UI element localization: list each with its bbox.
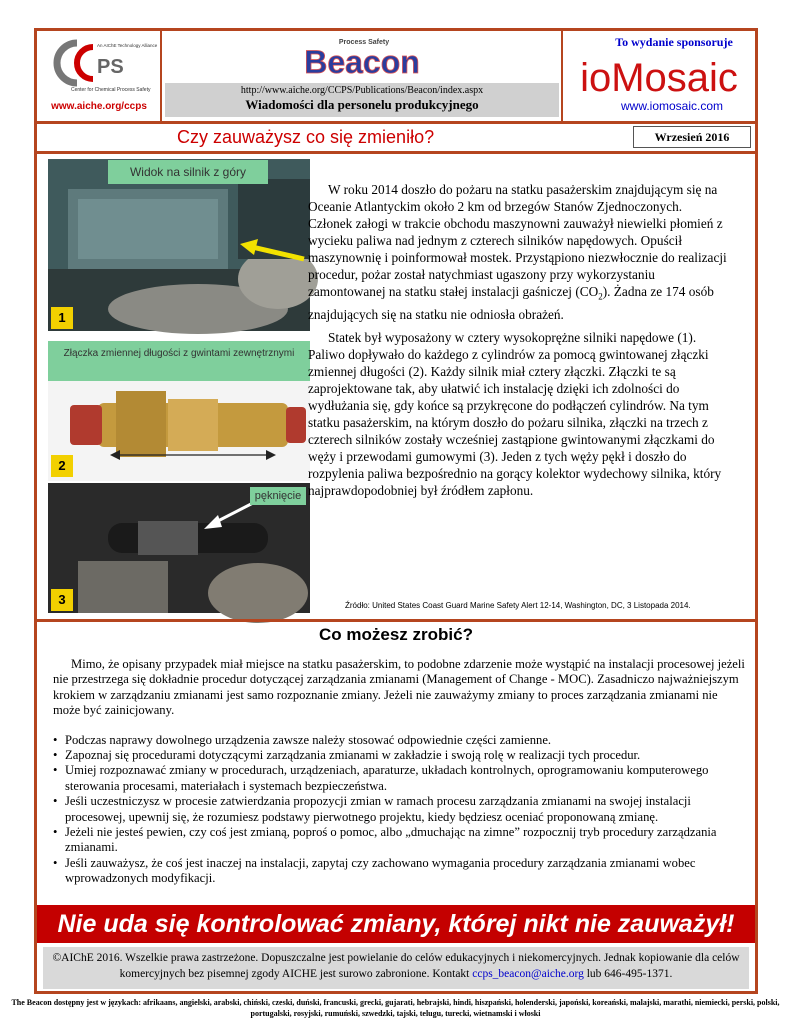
divider (37, 151, 755, 154)
list-item: • Jeśli uczestniczysz w procesie zatwierdzania propozycji zmian w ramach procesu zarządzania zmianami na swojej instalacji procesowej, upewnij się, że rozumiesz podstawy pierwotnego projektu, kiedy będziesz oceniać proponowaną zmianę. (53, 794, 747, 825)
story (308, 181, 728, 505)
section-intro: Mimo, że opisany przypadek miał miejsce na statku pasażerskim, to podobne zdarzenie może wystąpić na instalacji procesowej jeżeli nie przestrzega się dokładnie procedur dotyczącej zarządzania zmianami (Management of Change - MOC). Zasadniczo najważniejszym krokiem w zarządzaniu zmianami jest samo rozpoznanie zmiany. Jeżeli nie zauważymy zmiany to proces zarządzania zmianami nie może być zainicjowany. (53, 657, 745, 718)
newsletter-frame (34, 28, 758, 994)
page-title: Czy zauważysz co się zmieniło? (177, 127, 435, 147)
languages-footer: The Beacon dostępny jest w językach: afrikaans, angielski, arabski, chiński, czeski, duński, francuski, grecki, gujarati, hebrajski, hindi, hiszpański, holenderski, japoński, koreański, malajski, marathi, niemiecki, perski, polski, portugalski, rosyjski, rumuński, szwedzki, tajski, telugu, turecki, wietnamski i włoski (11, 998, 780, 1018)
fitting-photo (48, 341, 310, 481)
ccps-logo-block (41, 35, 157, 115)
svg-text:ioMosaic: ioMosaic (580, 56, 738, 100)
svg-text:Beacon: Beacon (304, 44, 420, 80)
newsletter-tagline: Wiadomości dla personelu produkcyjnego (245, 97, 479, 112)
story-paragraph: Statek był wyposażony w cztery wysokoprężne silniki napędowe (1). Paliwo dopływało do każdego z cylindrów za pomocą gwintowanej złączki zmiennej długości (2). Każdy silnik miał cztery złączki. Złączki te są zaprojektowane tak, aby ułatwić ich instalację dzięki ich zdolności do wydłużania się, gdy końce są przykręcone do podłączeń cylindrów. Na tym statku pasażerskim, na którym doszło do pożaru silnika, złączki na trzech z czterech silników zostały wcześniej zastąpione gwintowanymi złączkami do węży i przewodami gumowymi (3). Jeden z tych węży pękł i doszło do rozpylenia paliwa bezpośrednio na gorący kolektor wydechowy silnika, który najprawdopodobniej był źródłem zapłonu. (308, 329, 722, 498)
sponsor-label: To wydanie sponsoruje (615, 35, 733, 49)
source-note: Źródło: United States Coast Guard Marine Safety Alert 12-14, Washington, DC, 3 Listopada 2014. (345, 601, 691, 610)
image-number: 2 (51, 455, 73, 477)
iomosaic-logo (564, 53, 754, 99)
sponsor-link[interactable]: www.iomosaic.com (620, 99, 724, 113)
list-item: • Zapoznaj się procedurami dotyczącymi zarządzania zmianami w zakładzie i swoją rolę w realizacji tych procedur. (53, 748, 747, 763)
section-title: Co możesz zrobić? (319, 625, 473, 644)
divider (37, 619, 755, 622)
svg-text:An AIChE Technology Alliance: An AIChE Technology Alliance (97, 43, 158, 48)
svg-text:Center for Chemical Process Sa: Center for Chemical Process Safety (71, 87, 151, 93)
newsletter-url[interactable]: http://www.aiche.org/CCPS/Publications/Beacon/index.aspx (240, 85, 484, 96)
arrow-icon (198, 495, 258, 535)
divider (561, 31, 563, 121)
double-arrow-icon (108, 445, 278, 465)
image-caption: Widok na silnik z góry (108, 160, 268, 184)
image-caption: Złączka zmiennej długości z gwintami zewnętrznymi (48, 341, 310, 381)
image-number: 1 (51, 307, 73, 329)
image-number: 3 (51, 589, 73, 611)
list-item: • Podczas naprawy dowolnego urządzenia zawsze należy stosować odpowiednie części zamienne. (53, 733, 747, 748)
title-row (37, 124, 755, 151)
engine-photo (48, 159, 310, 331)
image-caption: pęknięcie (250, 487, 306, 505)
divider (160, 31, 162, 121)
contact-email-link[interactable]: ccps_beacon@aiche.org (472, 968, 584, 980)
section-body (53, 657, 747, 887)
header (37, 31, 755, 121)
story-paragraph: W roku 2014 doszło do pożaru na statku pasażerskim znajdującym się na Oceanie Atlantyckim około 2 km od brzegów Stanów Zjednoczonych. Członek załogi w trakcie obchodu maszynowni zauważył niewielki płomień z wycieku paliwa nad jednym z czterech silników napędowych. Opuścił maszynownię i poinformował mostek. Przystąpiono niezwłocznie do realizacji procedur, pożar został natychmiast ugaszony przy wykorzystaniu zamontowanej na statku stałej instalacji gaśniczej $(CO_2)$. Żadna ze 174 osób znajdujących się na statku nie odniosła obrażeń. (308, 182, 727, 322)
url-bar (165, 83, 559, 117)
issue-date: Wrzesień 2016 (633, 126, 751, 148)
svg-text:Process Safety: Process Safety (338, 39, 390, 46)
list-item: • Umiej rozpoznawać zmiany w procedurach, urządzeniach, aparaturze, układach kontrolnych, oprogramowaniu komputerowego sterowania procesami, materiałach i systemach bezpieczeństwa. (53, 763, 747, 794)
list-item: • Jeżeli nie jesteś pewien, czy coś jest zmianą, poproś o pomoc, albo „dmuchając na zimne” rozpocznij tryb procedury zarządzania zmianami. (53, 825, 747, 856)
hose-photo (48, 483, 310, 613)
beacon-logo (292, 35, 432, 80)
list-item: • Jeśli zauważysz, że coś jest inaczej na instalacji, zapytaj czy zachowano wymagania procedury zarządzania zmianami wobec wprowadzonych modyfikacji. (53, 856, 747, 887)
copyright: ©AIChE 2016. Wszelkie prawa zastrzeżone. Dopuszczalne jest powielanie do celów edukacyjnych i niekomercyjnych. Jednak kopiowanie dla celów komercyjnych bez pisemnej zgody AICHE jest surowo zabronione. Kontakt ccps_beacon@aiche.org lub 646-495-1371. (43, 947, 749, 989)
banner: Nie uda się kontrolować zmiany, której nikt nie zauważył! (37, 905, 755, 943)
bullet-list (53, 733, 747, 887)
ccps-logo (49, 35, 158, 93)
arrow-icon (238, 237, 308, 267)
svg-text:PS: PS (97, 56, 124, 78)
ccps-link[interactable]: www.aiche.org/ccps (51, 101, 147, 112)
